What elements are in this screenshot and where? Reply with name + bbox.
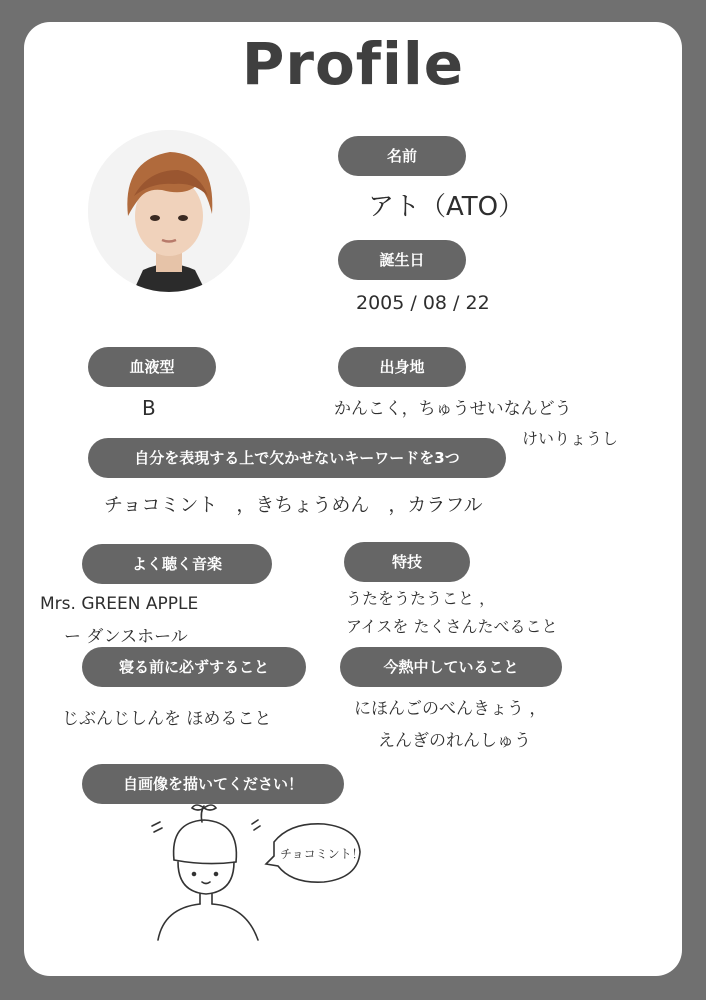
- skill-value-line2: アイスを たくさんたべること: [346, 617, 558, 636]
- keywords-value: チョコミント ，きちょうめん ，カラフル: [104, 494, 483, 516]
- current-passion-label: 今熱中していること: [340, 647, 562, 687]
- blood-type-value: B: [142, 396, 156, 420]
- current-passion-value-line1: にほんごのべんきょう ，: [354, 699, 547, 719]
- birthday-label: 誕生日: [338, 240, 466, 280]
- before-sleep-label: 寝る前に必ずすること: [82, 647, 306, 687]
- self-portrait-sketch-icon: [140, 800, 380, 950]
- self-portrait-label: 自画像を描いてください！: [82, 764, 344, 804]
- keywords-label: 自分を表現する上で欠かせないキーワードを3つ: [88, 438, 506, 478]
- page-title: Profile: [241, 30, 465, 98]
- music-label: よく聴く音楽: [82, 544, 272, 584]
- name-label: 名前: [338, 136, 466, 176]
- birthplace-value-line1: かんこく，ちゅうせいなんどう: [334, 399, 572, 419]
- music-value-line1: Mrs. GREEN APPLE: [40, 594, 199, 614]
- speech-bubble-text: チョコミント！: [280, 847, 364, 861]
- skill-value-line1: うたをうたうこと ，: [346, 589, 496, 608]
- music-value-line2: ー ダンスホール: [64, 627, 188, 647]
- current-passion-value-line2: えんぎのれんしゅう: [378, 731, 531, 751]
- birthplace-value-line2: けいりょうし: [522, 429, 619, 448]
- birthplace-label: 出身地: [338, 347, 466, 387]
- skill-label: 特技: [344, 542, 470, 582]
- self-portrait-drawing: [140, 800, 380, 954]
- name-value: アト（ATO）: [368, 192, 525, 222]
- person-photo-icon: [88, 130, 250, 292]
- avatar-photo: [88, 130, 250, 292]
- before-sleep-value: じぶんじしんを ほめること: [62, 709, 272, 729]
- birthday-value: 2005 / 08 / 22: [356, 292, 490, 314]
- blood-type-label: 血液型: [88, 347, 216, 387]
